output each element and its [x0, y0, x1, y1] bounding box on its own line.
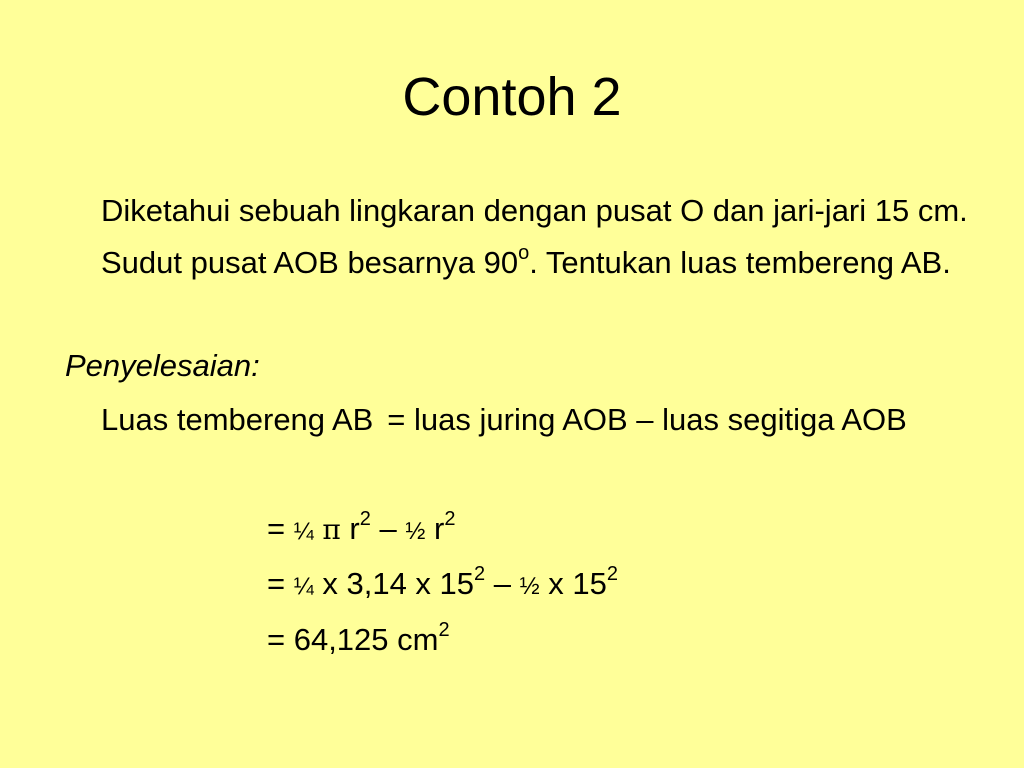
solution-rhs: = luas juring AOB – luas segitiga AOB [387, 402, 907, 437]
equation-term: x 3,14 x 15 [322, 566, 475, 601]
fraction-quarter: ¼ [293, 573, 314, 600]
equals-sign: = [267, 566, 286, 601]
equation-line-2 [267, 558, 618, 613]
exponent: 2 [444, 507, 456, 530]
equation-term: x 15 [548, 566, 607, 601]
fraction-half: ½ [405, 518, 426, 545]
problem-text: Diketahui sebuah lingkaran dengan pusat O dan jari-jari 15 cm. Sudut pusat AOB besarnya 90 [101, 193, 968, 280]
equals-sign: = [267, 511, 286, 546]
exponent: 2 [438, 618, 450, 641]
radius-symbol: r [349, 511, 360, 546]
solution-lhs: Luas tembereng AB [101, 402, 374, 437]
exponent: 2 [474, 562, 486, 585]
equation-line-1 [267, 503, 455, 558]
pi-symbol: π [322, 513, 341, 546]
fraction-half: ½ [519, 573, 540, 600]
exponent: 2 [359, 507, 371, 530]
problem-text-end: . Tentukan luas tembereng AB. [529, 245, 951, 280]
minus-sign: – [379, 511, 397, 546]
radius-symbol: r [434, 511, 445, 546]
fraction-quarter: ¼ [293, 518, 314, 545]
solution-statement [101, 394, 981, 446]
minus-sign: – [493, 566, 512, 601]
slide-title: Contoh 2 [402, 67, 622, 127]
result-value: = 64,125 cm [267, 622, 439, 657]
problem-statement [101, 185, 981, 289]
equation-line-3 [267, 614, 450, 666]
solution-label: Penyelesaian: [65, 348, 260, 383]
exponent: 2 [606, 562, 619, 585]
degree-symbol: o [518, 241, 530, 264]
